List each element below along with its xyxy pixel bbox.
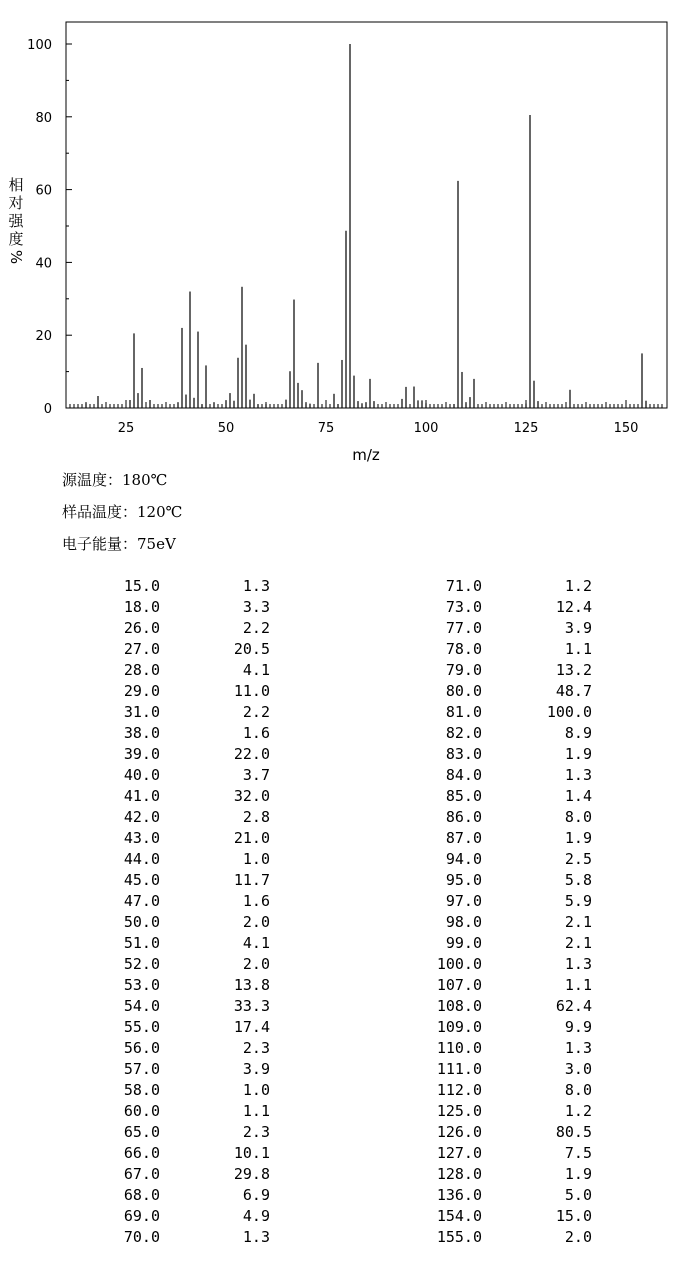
peak-table-row (60, 954, 272, 975)
peak-mz: 110.0 (436, 1039, 482, 1057)
electron-energy (62, 535, 176, 553)
peak-table-row (380, 723, 592, 744)
peak-mz: 44.0 (123, 850, 160, 868)
peak-intensity: 15.0 (555, 1207, 592, 1225)
peak-table-row (380, 1206, 592, 1227)
peak-intensity: 1.0 (242, 1081, 270, 1099)
peak-mz: 77.0 (445, 619, 482, 637)
peak-mz: 83.0 (445, 745, 482, 763)
peak-table-row (380, 870, 592, 891)
peak-intensity: 33.3 (233, 997, 270, 1015)
peak-intensity: 1.3 (564, 955, 592, 973)
peak-intensity: 17.4 (233, 1018, 270, 1036)
peak-mz: 155.0 (436, 1228, 482, 1246)
peak-mz: 55.0 (123, 1018, 160, 1036)
peak-intensity: 1.9 (564, 745, 592, 763)
peak-table-row (60, 1017, 272, 1038)
peak-table-row (60, 1227, 272, 1248)
peak-mz: 85.0 (445, 787, 482, 805)
peak-mz: 31.0 (123, 703, 160, 721)
peak-mz: 58.0 (123, 1081, 160, 1099)
peak-table-row (60, 912, 272, 933)
peak-intensity: 3.9 (564, 619, 592, 637)
peak-mz: 43.0 (123, 829, 160, 847)
peak-mz: 107.0 (436, 976, 482, 994)
peak-mz: 70.0 (123, 1228, 160, 1246)
peak-table-row (380, 954, 592, 975)
peak-table-row (60, 702, 272, 723)
peak-mz: 95.0 (445, 871, 482, 889)
peak-intensity: 48.7 (555, 682, 592, 700)
y-tick-label: 0 (43, 402, 52, 417)
peak-intensity: 10.1 (233, 1144, 270, 1162)
peak-intensity: 13.2 (555, 661, 592, 679)
peak-mz: 126.0 (436, 1123, 482, 1141)
peak-mz: 54.0 (123, 997, 160, 1015)
peak-mz: 112.0 (436, 1081, 482, 1099)
peak-intensity: 2.3 (242, 1123, 270, 1141)
peak-mz: 80.0 (445, 682, 482, 700)
peak-table-row (60, 1206, 272, 1227)
peak-intensity: 21.0 (233, 829, 270, 847)
sample-temperature-label: 样品温度： (62, 503, 138, 521)
peak-mz: 82.0 (445, 724, 482, 742)
peak-table-row (60, 1143, 272, 1164)
peak-mz: 108.0 (436, 997, 482, 1015)
peak-mz: 42.0 (123, 808, 160, 826)
source-temperature (62, 471, 167, 489)
peak-mz: 50.0 (123, 913, 160, 931)
peak-table-row (60, 933, 272, 954)
peak-table-row (60, 681, 272, 702)
peak-intensity: 6.9 (242, 1186, 270, 1204)
peak-table-row (60, 618, 272, 639)
peak-mz: 56.0 (123, 1039, 160, 1057)
peak-intensity: 1.0 (242, 850, 270, 868)
peak-intensity: 4.1 (242, 934, 270, 952)
peak-intensity: 1.9 (564, 1165, 592, 1183)
peak-intensity: 2.5 (564, 850, 592, 868)
peak-intensity: 5.8 (564, 871, 592, 889)
peak-mz: 68.0 (123, 1186, 160, 1204)
peak-mz: 66.0 (123, 1144, 160, 1162)
peak-intensity: 2.0 (242, 913, 270, 931)
peak-table-row (60, 975, 272, 996)
peak-intensity: 2.1 (564, 913, 592, 931)
peak-intensity: 4.9 (242, 1207, 270, 1225)
peak-table-row (60, 639, 272, 660)
peak-table-row (60, 891, 272, 912)
peak-intensity: 1.1 (564, 640, 592, 658)
peak-mz: 41.0 (123, 787, 160, 805)
peak-mz: 71.0 (445, 577, 482, 595)
peak-table-row (380, 576, 592, 597)
peak-mz: 73.0 (445, 598, 482, 616)
electron-energy-label: 电子能量： (62, 535, 138, 553)
peak-table-row (380, 765, 592, 786)
peak-mz: 78.0 (445, 640, 482, 658)
peak-table-row (380, 1143, 592, 1164)
electron-energy-value: 75eV (137, 535, 176, 553)
peak-intensity: 1.4 (564, 787, 592, 805)
peak-mz: 86.0 (445, 808, 482, 826)
peak-mz: 26.0 (123, 619, 160, 637)
peak-intensity: 3.3 (242, 598, 270, 616)
peak-intensity: 1.3 (564, 1039, 592, 1057)
peak-intensity: 1.3 (564, 766, 592, 784)
peak-intensity: 2.0 (242, 955, 270, 973)
peak-intensity: 2.8 (242, 808, 270, 826)
peak-mz: 67.0 (123, 1165, 160, 1183)
peak-intensity: 20.5 (233, 640, 270, 658)
peak-mz: 81.0 (445, 703, 482, 721)
peak-intensity: 80.5 (555, 1123, 592, 1141)
y-axis-label (7, 176, 25, 266)
peak-table-row (380, 1122, 592, 1143)
peak-table-row (60, 807, 272, 828)
source-temperature-label: 源温度： (62, 471, 123, 489)
peak-table-row (60, 996, 272, 1017)
peak-table-row (60, 744, 272, 765)
peak-table-row (380, 786, 592, 807)
peak-intensity: 9.9 (564, 1018, 592, 1036)
peak-mz: 15.0 (123, 577, 160, 595)
peak-table-row (380, 1185, 592, 1206)
mass-spectrum-chart (0, 0, 681, 470)
peak-table-row (60, 1080, 272, 1101)
peak-intensity: 1.9 (564, 829, 592, 847)
peak-mz: 87.0 (445, 829, 482, 847)
peak-mz: 51.0 (123, 934, 160, 952)
peak-mz: 57.0 (123, 1060, 160, 1078)
peak-table-row (60, 597, 272, 618)
y-tick-label: 100 (27, 38, 52, 53)
peak-intensity: 1.6 (242, 892, 270, 910)
peak-table-row (380, 933, 592, 954)
peak-intensity: 13.8 (233, 976, 270, 994)
peak-intensity: 8.0 (564, 808, 592, 826)
x-tick-label: 100 (413, 421, 439, 436)
peak-mz: 99.0 (445, 934, 482, 952)
y-tick-label: 40 (35, 256, 52, 272)
peak-table-row (380, 996, 592, 1017)
peak-mz: 69.0 (123, 1207, 160, 1225)
peak-table-row (380, 912, 592, 933)
peak-intensity: 29.8 (233, 1165, 270, 1183)
peak-table-row (60, 870, 272, 891)
peak-table-row (380, 1080, 592, 1101)
peak-intensity: 8.0 (564, 1081, 592, 1099)
peak-mz: 18.0 (123, 598, 160, 616)
x-tick-label: 125 (513, 421, 539, 436)
peak-intensity: 1.1 (564, 976, 592, 994)
peak-intensity: 22.0 (233, 745, 270, 763)
peak-table-row (60, 1038, 272, 1059)
plot-frame (66, 22, 667, 408)
peak-intensity: 2.2 (242, 619, 270, 637)
peak-table-row (380, 849, 592, 870)
peak-mz: 28.0 (123, 661, 160, 679)
peak-mz: 128.0 (436, 1165, 482, 1183)
y-axis-label-char: 相 (8, 176, 24, 194)
peak-table-row (60, 828, 272, 849)
peak-table-row (380, 1038, 592, 1059)
peak-mz: 38.0 (123, 724, 160, 742)
peak-table-row (60, 723, 272, 744)
peak-mz: 52.0 (123, 955, 160, 973)
peak-mz: 94.0 (445, 850, 482, 868)
peak-table-row (380, 597, 592, 618)
peak-intensity: 2.0 (564, 1228, 592, 1246)
peak-mz: 45.0 (123, 871, 160, 889)
peak-table-row (60, 660, 272, 681)
y-axis-unit: % (6, 249, 25, 265)
peak-table-row (60, 576, 272, 597)
peak-table-row (60, 786, 272, 807)
peak-table-row (380, 639, 592, 660)
peak-intensity: 3.7 (242, 766, 270, 784)
peak-intensity: 3.0 (564, 1060, 592, 1078)
peak-table-row (380, 891, 592, 912)
peak-intensity: 3.9 (242, 1060, 270, 1078)
peak-mz: 53.0 (123, 976, 160, 994)
peak-table-row (60, 1185, 272, 1206)
peak-intensity: 11.0 (233, 682, 270, 700)
peak-intensity: 1.1 (242, 1102, 270, 1120)
peak-intensity: 4.1 (242, 661, 270, 679)
y-axis-label-char: 强 (8, 212, 24, 230)
y-axis-label-char: 对 (8, 194, 24, 212)
peak-table-row (60, 1101, 272, 1122)
y-tick-label: 60 (35, 183, 52, 199)
peak-table-row (380, 744, 592, 765)
peak-table-row (60, 1122, 272, 1143)
peak-intensity: 7.5 (564, 1144, 592, 1162)
peak-mz: 136.0 (436, 1186, 482, 1204)
peak-intensity: 62.4 (555, 997, 592, 1015)
x-axis-label: m/z (352, 446, 380, 464)
peak-table-row (60, 1059, 272, 1080)
x-tick-label: 75 (317, 421, 335, 436)
peak-intensity: 1.6 (242, 724, 270, 742)
peak-intensity: 12.4 (555, 598, 592, 616)
source-temperature-value: 180℃ (122, 471, 168, 489)
peak-table-row (380, 975, 592, 996)
peak-table-row (380, 807, 592, 828)
peak-table-left (60, 576, 272, 1248)
peak-table-row (380, 828, 592, 849)
peak-intensity: 2.3 (242, 1039, 270, 1057)
sample-temperature (62, 503, 182, 521)
peak-mz: 98.0 (445, 913, 482, 931)
y-axis-label-char: 度 (8, 230, 24, 248)
peak-intensity: 2.1 (564, 934, 592, 952)
peak-intensity: 1.3 (242, 577, 270, 595)
peak-mz: 127.0 (436, 1144, 482, 1162)
peak-table-row (380, 1164, 592, 1185)
peak-mz: 109.0 (436, 1018, 482, 1036)
peak-mz: 40.0 (123, 766, 160, 784)
peak-table-row (60, 1164, 272, 1185)
x-tick-label: 25 (117, 421, 135, 436)
peak-intensity: 100.0 (546, 703, 592, 721)
peak-mz: 84.0 (445, 766, 482, 784)
peak-mz: 39.0 (123, 745, 160, 763)
peak-table-row (380, 660, 592, 681)
peak-mz: 111.0 (436, 1060, 482, 1078)
x-tick-label: 150 (613, 421, 639, 436)
peak-mz: 79.0 (445, 661, 482, 679)
peak-intensity: 5.0 (564, 1186, 592, 1204)
peak-intensity: 1.2 (564, 577, 592, 595)
sample-temperature-value: 120℃ (137, 503, 183, 521)
peak-mz: 47.0 (123, 892, 160, 910)
peak-intensity: 5.9 (564, 892, 592, 910)
peak-table-row (60, 849, 272, 870)
peak-intensity: 8.9 (564, 724, 592, 742)
y-tick-label: 80 (35, 110, 52, 126)
peak-table-row (60, 765, 272, 786)
peak-table-right (380, 576, 592, 1248)
peak-table-row (380, 681, 592, 702)
peak-mz: 154.0 (436, 1207, 482, 1225)
peak-mz: 97.0 (445, 892, 482, 910)
peak-intensity: 32.0 (233, 787, 270, 805)
peak-intensity: 11.7 (233, 871, 270, 889)
peak-mz: 65.0 (123, 1123, 160, 1141)
peak-table-row (380, 702, 592, 723)
peak-mz: 100.0 (436, 955, 482, 973)
peak-table-row (380, 1101, 592, 1122)
peak-table-row (380, 1017, 592, 1038)
peak-mz: 60.0 (123, 1102, 160, 1120)
y-tick-label: 20 (35, 329, 52, 345)
peak-table-row (380, 1059, 592, 1080)
peak-mz: 27.0 (123, 640, 160, 658)
peak-mz: 125.0 (436, 1102, 482, 1120)
peak-table-row (380, 618, 592, 639)
peak-intensity: 1.2 (564, 1102, 592, 1120)
x-tick-label: 50 (217, 421, 235, 436)
peak-table-row (380, 1227, 592, 1248)
peak-intensity: 2.2 (242, 703, 270, 721)
peak-intensity: 1.3 (242, 1228, 270, 1246)
peak-mz: 29.0 (123, 682, 160, 700)
